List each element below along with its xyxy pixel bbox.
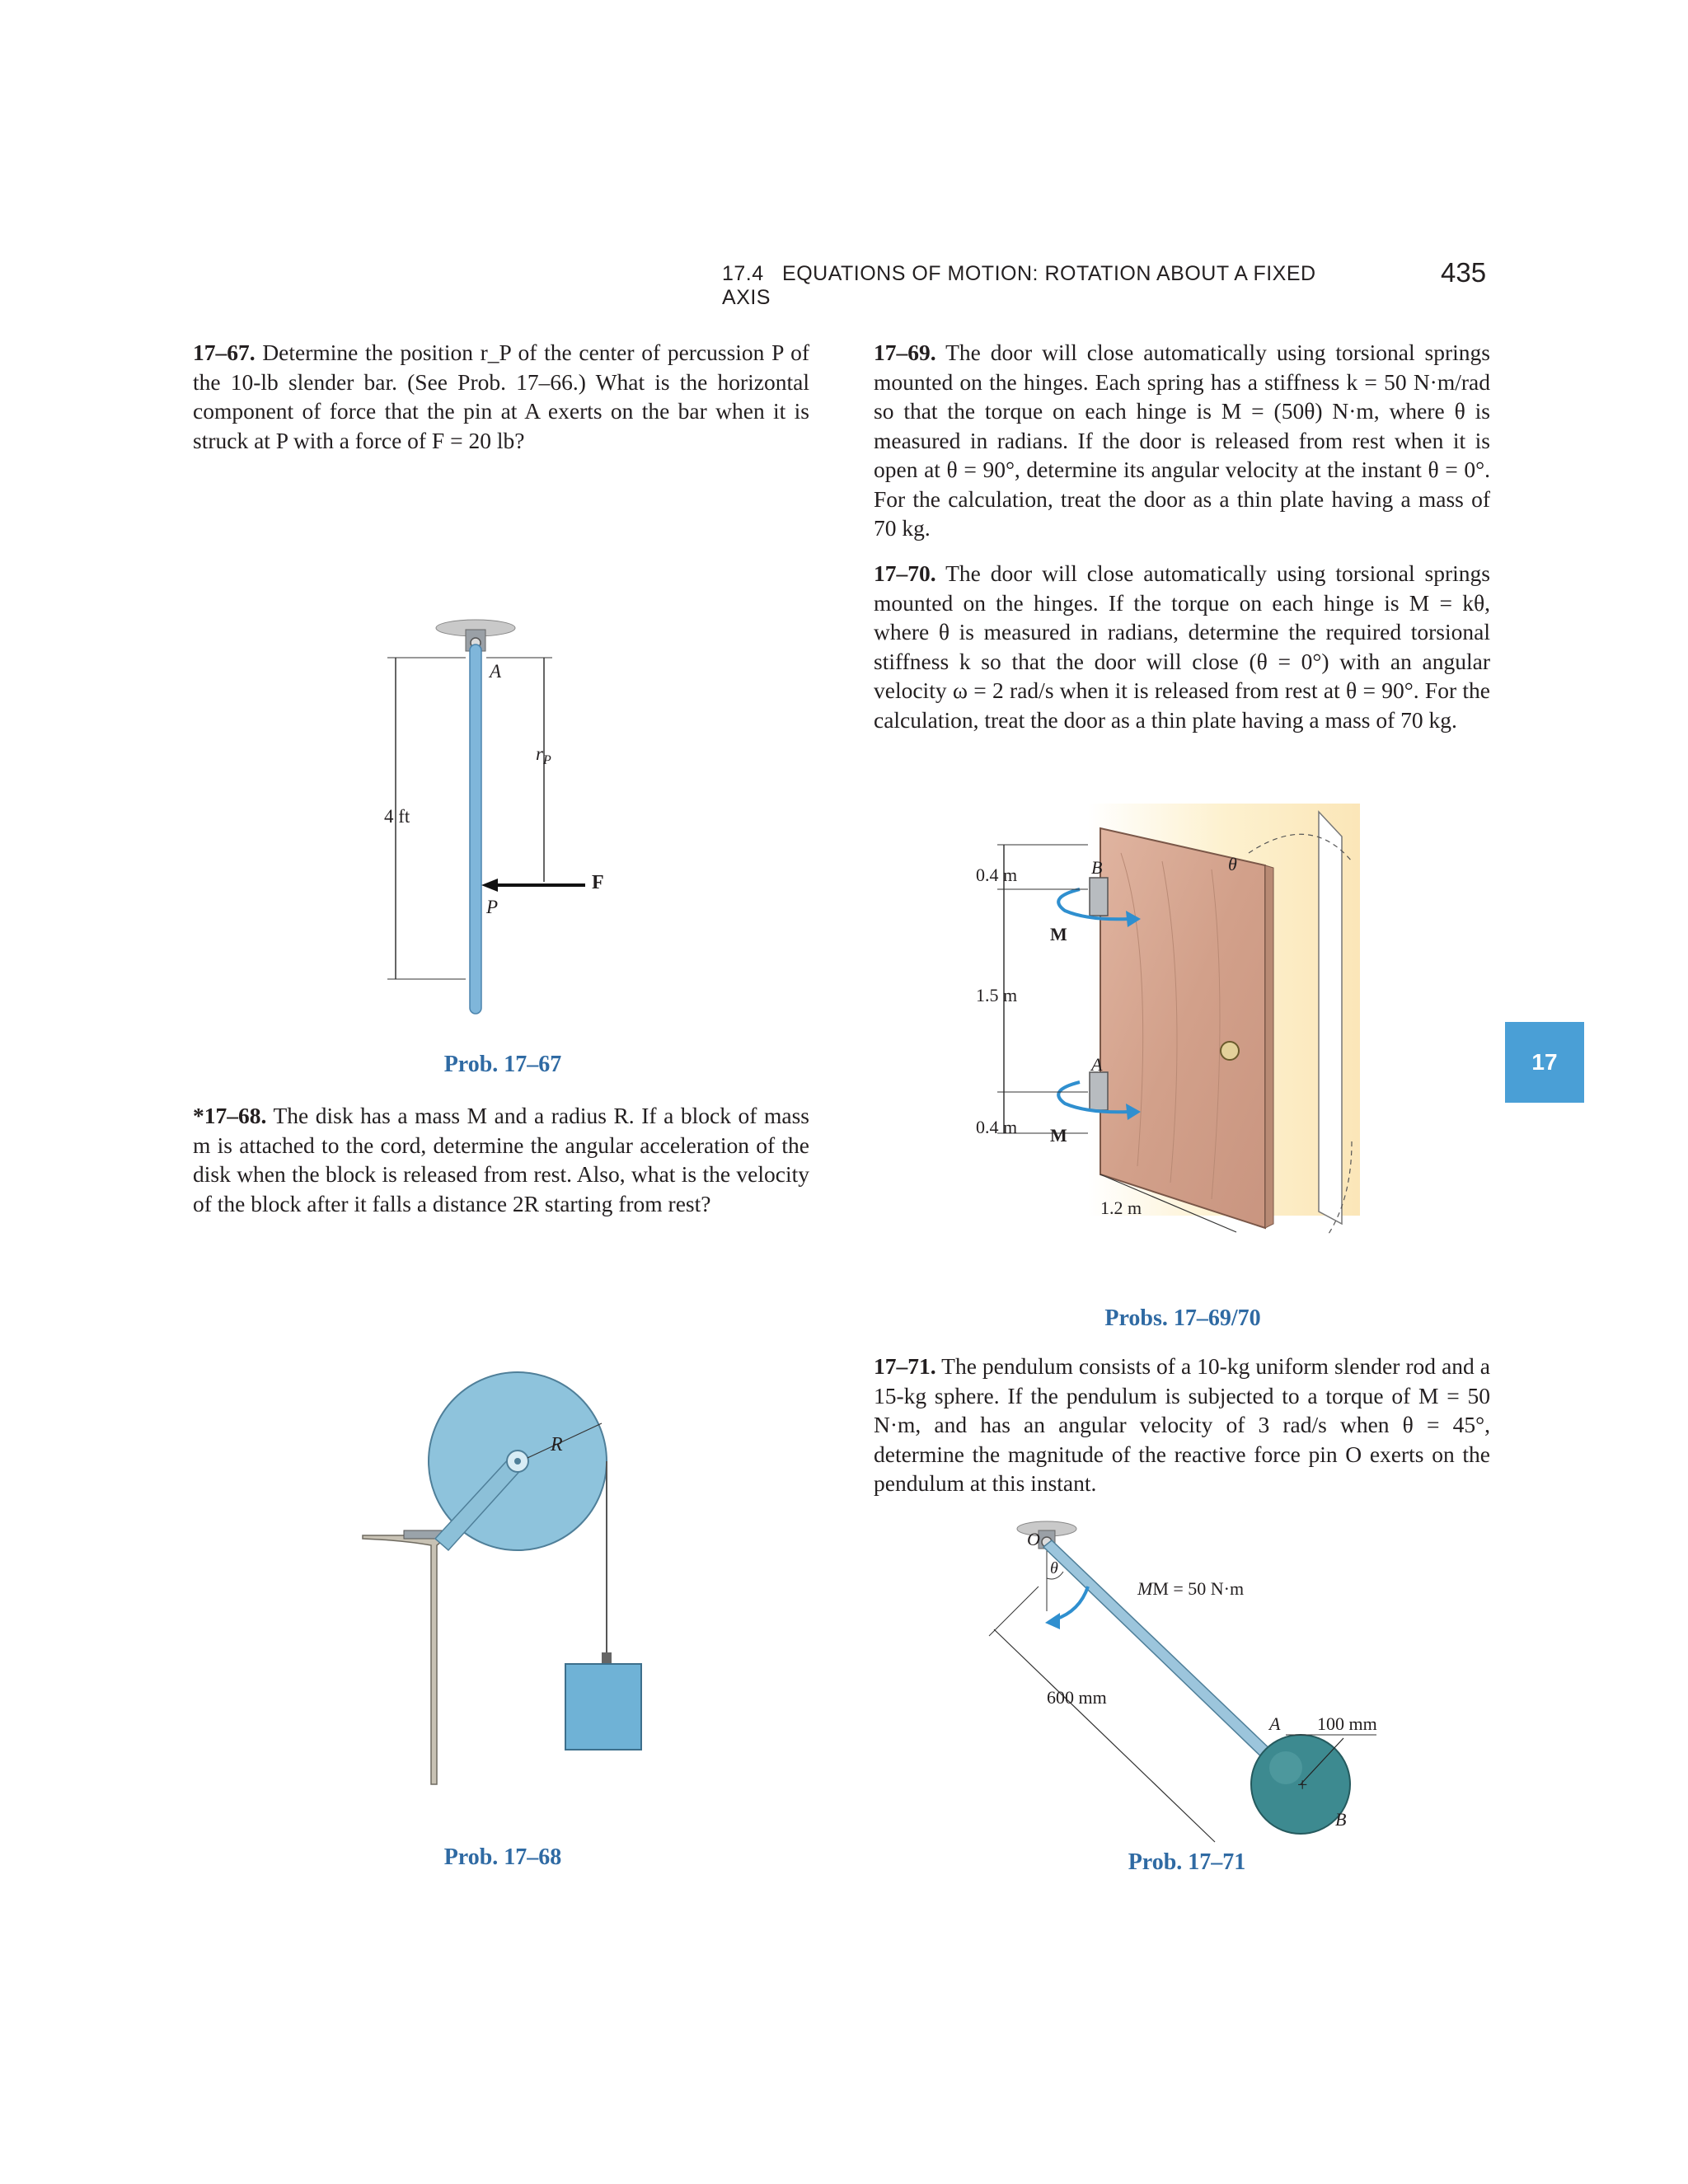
problem-number: *17–68. xyxy=(193,1103,267,1128)
label-A: A xyxy=(490,661,502,682)
problem-text: The disk has a mass M and a radius R. If a block of mass m is attached to the cord, determine the angular acceleration of the disk when the block is released from rest. Also, what is the velocity of the block after it falls a distance 2R starting from rest? xyxy=(193,1103,809,1216)
figure-17-71 xyxy=(981,1512,1409,1842)
label-M-top: M xyxy=(1050,924,1067,944)
problem-text: The door will close automatically using torsional springs mounted on the hinges. Each spring has a stiffness k = 50 N·m/rad so that the torque on each hinge is M = (50θ) N·m, where θ is measured in radians. If the door is released from rest when it is open at θ = 90°, determine its angular velocity at the instant θ = 0°. For the calculation, treat the door as a thin plate having a mass of 70 kg. xyxy=(874,340,1490,541)
problem-text: The door will close automatically using torsional springs mounted on the hinges. If the torque on each hinge is M = kθ, where θ is measured in radians, determine the required torsional stiffness k so that the door will close (θ = 0°) with an angular velocity ω = 2 rad/s when it is released from rest at θ = 90°. For the calculation, treat the door as a thin plate having a mass of 70 kg. xyxy=(874,560,1490,733)
label-M: MM = 50 N·m xyxy=(1137,1578,1245,1599)
dim-0-4m-top: 0.4 m xyxy=(976,865,1018,885)
figure-17-68 xyxy=(354,1323,659,1784)
label-B: B xyxy=(1091,857,1103,878)
pendulum-rod xyxy=(1043,1540,1278,1765)
dim-1-5m: 1.5 m xyxy=(976,985,1018,1005)
figure-17-69-70 xyxy=(964,787,1360,1257)
hinge-B-icon xyxy=(1090,878,1108,916)
label-4ft: 4 ft xyxy=(384,806,410,827)
problem-number: 17–70. xyxy=(874,560,936,586)
block xyxy=(565,1664,641,1750)
figure-17-67 xyxy=(384,610,585,1005)
doorknob-icon xyxy=(1221,1042,1239,1060)
section-number: 17.4 xyxy=(722,262,764,285)
force-arrow-icon xyxy=(481,879,498,892)
dim-0-4m-bottom: 0.4 m xyxy=(976,1117,1018,1137)
label-theta: θ xyxy=(1050,1559,1058,1577)
caption-17-68: Prob. 17–68 xyxy=(443,1844,562,1870)
problem-17-69 xyxy=(874,338,1490,543)
caption-17-69-70: Probs. 17–69/70 xyxy=(1104,1305,1261,1331)
page-number: 435 xyxy=(1441,257,1487,288)
label-O: O xyxy=(1027,1529,1040,1549)
dim-1-2m: 1.2 m xyxy=(1100,1197,1142,1218)
label-B: B xyxy=(1335,1809,1347,1830)
problem-text: The pendulum consists of a 10-kg uniform slender rod and a 15-kg sphere. If the pendulum is subjected to a torque of M = 50 N·m, and has an angular velocity of 3 rad/s when θ = 45°, determine the magnitude of the reactive force pin O exerts on the pendulum at this instant. xyxy=(874,1353,1490,1496)
label-P: P xyxy=(486,897,499,917)
problem-text: Determine the position r_P of the center of percussion P of the 10-lb slender bar. (See Prob. 17–66.) What is the horizontal component of force that the pin at A exerts on the bar when it is struck at P with a force of F = 20 lb? xyxy=(193,340,809,453)
door xyxy=(1100,828,1265,1228)
problem-number: 17–71. xyxy=(874,1353,936,1379)
problem-17-70 xyxy=(874,559,1490,734)
problem-17-68 xyxy=(193,1101,809,1218)
label-F: F xyxy=(592,872,604,893)
svg-text:+: + xyxy=(1297,1774,1308,1795)
problem-17-71 xyxy=(874,1352,1490,1498)
dim-600mm: 600 mm xyxy=(1047,1687,1107,1708)
label-theta: θ xyxy=(1228,854,1237,874)
slender-bar xyxy=(470,644,481,1014)
hinge-A-icon xyxy=(1090,1072,1108,1110)
caption-17-71: Prob. 17–71 xyxy=(1128,1849,1246,1875)
running-head xyxy=(722,262,1332,310)
label-rP: $r_P$ xyxy=(536,743,551,767)
label-M-bottom: M xyxy=(1050,1125,1067,1146)
label-R: R xyxy=(551,1434,563,1455)
problem-number: 17–69. xyxy=(874,340,936,365)
label-A: A xyxy=(1091,1054,1103,1075)
problem-17-67 xyxy=(193,338,809,455)
chapter-tab: 17 xyxy=(1505,1022,1584,1103)
caption-17-67: Prob. 17–67 xyxy=(443,1052,562,1077)
section-title: EQUATIONS OF MOTION: ROTATION ABOUT A FIXED AXIS xyxy=(722,262,1316,309)
problem-number: 17–67. xyxy=(193,340,256,365)
dim-100mm: 100 mm xyxy=(1317,1713,1377,1734)
moment-arrow-icon xyxy=(1045,1613,1060,1629)
label-A: A xyxy=(1269,1713,1281,1734)
